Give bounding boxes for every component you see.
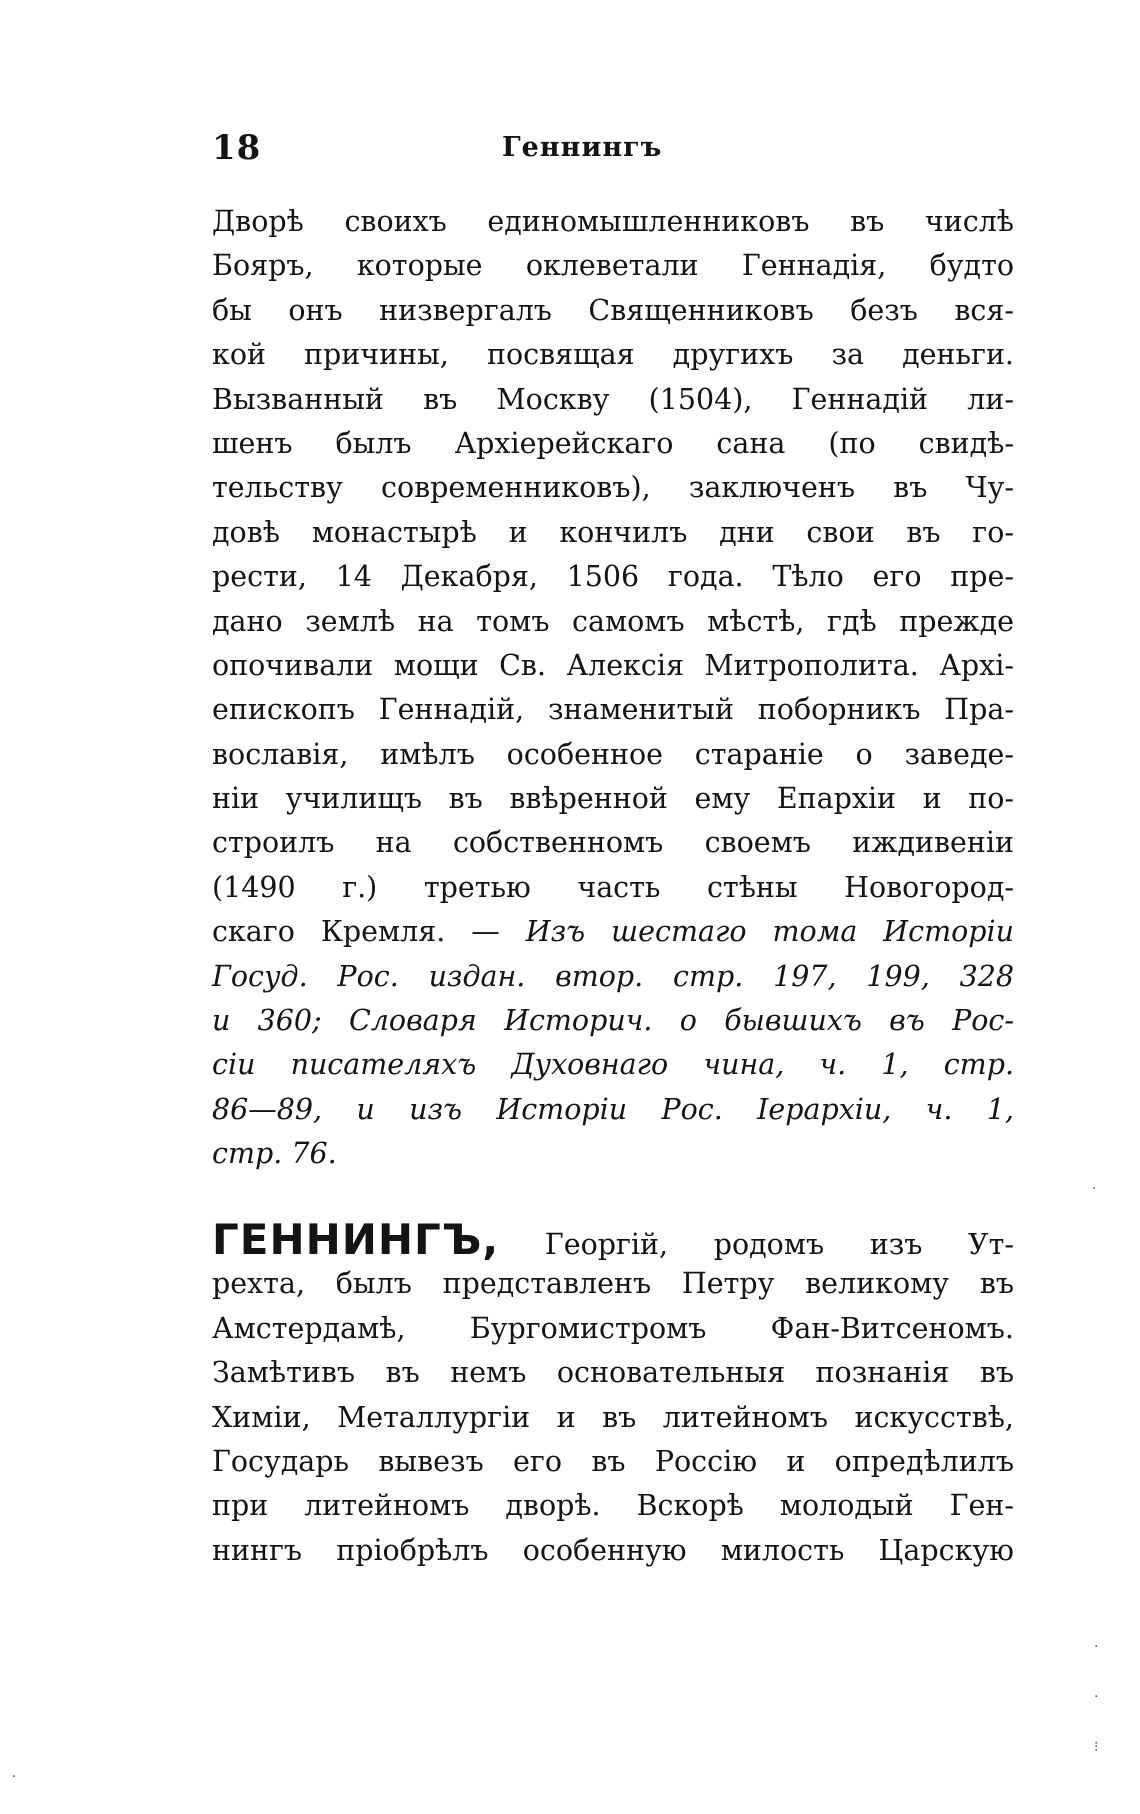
paragraph-genning-entry <box>212 1215 1015 1573</box>
entry-first-line-text: Георгій, родомъ изъ Ут- <box>544 1228 1015 1261</box>
source-citation-line: Госуд. Рос. издан. втор. стр. 197, 199, 328 <box>212 959 1014 993</box>
text-line: опочивали мощи Св. Алексія Митрополита. Архі- <box>212 648 1014 682</box>
text-line: тельству современниковъ), заключенъ въ Чу- <box>212 471 1014 505</box>
source-citation-line: стр. 76. <box>212 1137 337 1171</box>
text-line: Амстердамѣ, Бургомистромъ Фан-Витсеномъ. <box>212 1311 1014 1345</box>
running-head: Геннингъ <box>502 132 663 163</box>
text-line: нингъ пріобрѣлъ особенную милость Царскую <box>212 1533 1014 1567</box>
text-line: шенъ былъ Архіерейскаго сана (по свидѣ- <box>212 426 1014 460</box>
text-line: бы онъ низвергалъ Священниковъ безъ вся- <box>212 293 1014 327</box>
entry-heading: ГЕННИНГЪ, <box>212 1215 500 1264</box>
text-line: вославія, имѣлъ особенное стараніе о заведе- <box>212 737 1014 771</box>
text-line: довѣ монастырѣ и кончилъ дни свои въ го- <box>212 515 1014 549</box>
source-citation-start: Изъ шестаго тома Исторіи <box>525 915 1014 949</box>
source-citation-line: сіи писателяхъ Духовнаго чина, ч. 1, стр. <box>212 1048 1014 1082</box>
source-citation-line: 86—89, и изъ Исторіи Рос. Іерархіи, ч. 1, <box>212 1092 1014 1126</box>
scan-speck: · <box>1094 1689 1099 1705</box>
entry-first-line <box>212 1215 1015 1264</box>
text-line: ніи училищъ въ ввѣренной ему Епархіи и по- <box>212 782 1014 816</box>
source-citation-line: и 360; Словаря Историч. о бывшихъ въ Рос- <box>212 1004 1014 1038</box>
scan-speck: · <box>1092 1181 1097 1197</box>
text-line: Бояръ, которые оклеветали Геннадія, будто <box>212 249 1014 283</box>
scan-speck: · <box>12 1769 17 1785</box>
page-number: 18 <box>212 128 262 168</box>
paragraph-gennadiy-continuation <box>212 200 1014 1177</box>
scan-speck: · <box>1094 1639 1099 1655</box>
text-line: при литейномъ дворѣ. Вскорѣ молодый Ген- <box>212 1489 1014 1523</box>
text-line: кой причины, посвящая другихъ за деньги. <box>212 338 1014 372</box>
text-line: Вызванный въ Москву (1504), Геннадій ли- <box>212 382 1014 416</box>
text-line: рести, 14 Декабря, 1506 года. Тѣло его пре- <box>212 560 1014 594</box>
text-line: Химіи, Металлургіи и въ литейномъ искусствѣ, <box>212 1400 1014 1434</box>
text-line: дано землѣ на томъ самомъ мѣстѣ, гдѣ прежде <box>212 604 1014 638</box>
text-line: Замѣтивъ въ немъ основательныя познанія въ <box>212 1356 1014 1390</box>
text-line: рехта, былъ представленъ Петру великому въ <box>212 1267 1014 1301</box>
text-plain: скаго Кремля. — <box>212 915 526 949</box>
text-line: (1490 г.) третью часть стѣны Новогород- <box>212 870 1014 904</box>
text-line-source-intro <box>212 910 1014 954</box>
text-line: строилъ на собственномъ своемъ иждивеніи <box>212 826 1014 860</box>
scan-speck: ⁝ <box>1094 1739 1099 1755</box>
text-line: Дворѣ своихъ единомышленниковъ въ числѣ <box>212 205 1014 238</box>
page-header <box>212 128 1014 174</box>
text-line: епископъ Геннадій, знаменитый поборникъ Пра- <box>212 693 1014 727</box>
text-line: Государь вывезъ его въ Россію и опредѣлилъ <box>212 1444 1014 1478</box>
